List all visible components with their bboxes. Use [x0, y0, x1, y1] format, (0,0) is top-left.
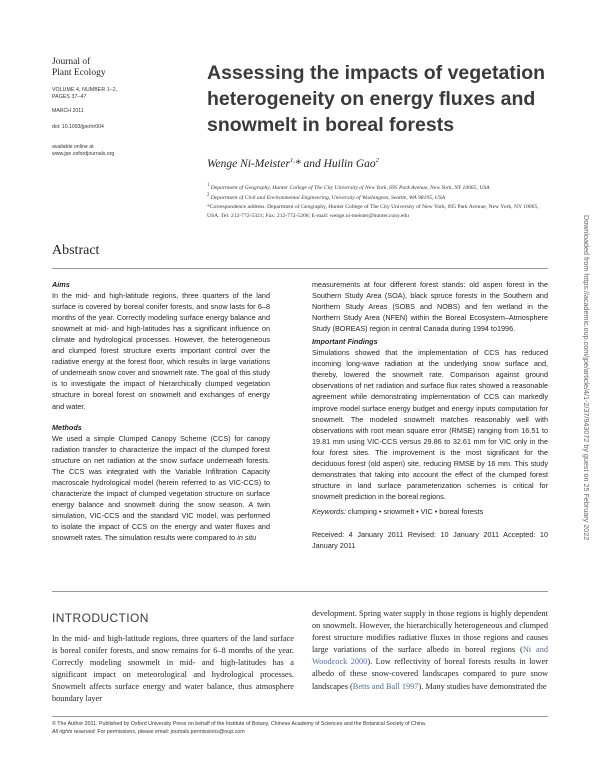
affiliation-1 — [207, 182, 552, 192]
author-2-affil: 2 — [375, 157, 379, 164]
introduction-heading: INTRODUCTION — [52, 611, 149, 625]
copyright-line: © The Author 2011. Published by Oxford University Press on behalf of the Institute of Botany, Chinese Academy of Sciences and the Botanical Society of China. — [52, 721, 427, 727]
methods-label: Methods — [52, 422, 82, 432]
footer-rule — [52, 716, 548, 717]
keywords-list: clumping • snowmelt • VIC • boreal forests — [347, 506, 484, 516]
article-title: Assessing the impacts of vegetation heterogeneity on energy fluxes and snowmelt in boreal forests — [207, 62, 546, 136]
intro-right-b: ). Low reflectivity of boreal forests results in lower albedo of these snow-covered landscapes compared to pure snow landscapes ( — [312, 657, 548, 691]
methods-text-a: We used a simple Clumped Canopy Scheme (CCS) for canopy radiation transfer to characterize the impact of the clumped forest structure on net radiation at the snow surface underneath forests. The CCS was integrated with the Variable Infiltration Capacity macroscale hydrological model (herein referred to as VIC-CCS) to characterize the impact of clumped vegetation structure on surface energy balance and snowmelt during the snow season. A twin simulation, VIC-CCS and the standard VIC model, was performed to isolate the impact of CCS on the energy and water fluxes and snowmelt rates. The simulation results were compared to — [52, 433, 270, 543]
online-label: available online at — [52, 144, 94, 150]
copyright-footer — [52, 720, 548, 736]
findings-label: Important Findings — [312, 337, 378, 347]
affiliation-2 — [207, 192, 552, 202]
citation-ni-woodcock[interactable]: Ni and Woodcock 2000 — [312, 645, 548, 667]
journal-url[interactable]: www.jpe.oxfordjournals.org — [52, 151, 115, 157]
journal-name-line2: Plant Ecology — [52, 68, 106, 78]
affiliation-2-text: Department of Civil and Environmental Engineering, University of Washington, Seattle, WA 98195, USA — [210, 195, 446, 202]
abstract-bottom-rule — [52, 591, 548, 592]
intro-right-a: development. Spring water supply in those regions is highly dependent on snowmelt. However, the hierarchically heterogeneous and clumped forest structure modifies radiative fluxes in those regions and causes large variations of the surface albedo in boreal regions ( — [312, 609, 548, 655]
journal-info — [52, 57, 172, 158]
correspondence: *Correspondence address. Department of Geography, Hunter College of The City University of New York, 695 Park Avenue, New York, NY 10065, USA. Tel: 212-772-5321; Fax: 212-772-5268; E-mail: wenge.ni-meister@hunter.cuny.edu — [207, 203, 539, 219]
introduction-left-text: In the mid- and high-latitude regions, three quarters of the land surface is boreal conifer forests, and snow remains for 6–8 months of the year. Correctly modeling snowmelt in mid- and high-latitudes has a significant impact on meteorological and hydrological processes. Snowmelt affects surface energy and water balance, thus atmosphere boundary layer — [52, 634, 294, 704]
findings-text: Simulations showed that the implementation of CCS has reduced incoming long-wave radiation at the underlying snow surface and, thereby, lowered the snowmelt rate. Comparison against ground observations of net radiation and surface flux rates showed a reasonable agreement while demonstrating implementation of CCS can markedly improve model surface energy budget and energy inputs computation for snowmelt. The modeled snowmelt matches reasonably well with observations with root mean square error (RMSE) ranging from 16.51 to 19.81 mm using VIC-CCS versus 29.86 to 32.61 mm for VIC only in the four forest sites. The improvement is the most significant for the deciduous forest (old aspen) site, reducing RMSE by 16 mm. This study demonstrates that taking into account the effect of the clumped forest structure in land surface parameterization schemes is critical for snowmelt prediction in the boreal regions. — [312, 348, 548, 501]
affiliation-1-text: Department of Geography, Hunter College of The City University of New York, 695 Park Avenue, New York, NY 10065, USA — [210, 184, 490, 191]
download-stamp — [581, 215, 593, 550]
permissions-line — [52, 728, 548, 736]
journal-volume-info — [52, 87, 172, 101]
methods-text-b: measurements at four different forest stands: old aspen forest in the Southern Study Area (SOA), black spruce forests in the Southern and Northern Study Areas (SOBS and NOBS) and fen wetland in the Northern Study Area (NFEN) within the Boreal Ecosystem–Atmosphere Study (BOREAS) region in central Canada during 1994 to1996. — [312, 280, 548, 334]
author-2: Huilin Gao — [323, 157, 376, 170]
journal-online — [52, 144, 172, 158]
journal-date: MARCH 2011 — [52, 108, 84, 114]
rights-reserved: All rights reserved. — [52, 729, 96, 735]
journal-doi: doi: 10.1093/jpe/rtr004 — [52, 124, 104, 130]
methods-text — [52, 433, 270, 543]
author-1-star: * — [294, 157, 301, 170]
abstract-left-column — [52, 279, 270, 545]
keywords-label: Keywords: — [312, 506, 346, 516]
intro-right-c: ). Many studies have demonstrated the — [418, 681, 547, 691]
introduction-right-text — [312, 608, 548, 693]
citation-betts-ball[interactable]: Betts and Ball 1997 — [352, 681, 419, 691]
aims-label: Aims — [52, 280, 70, 289]
download-stamp-text: Downloaded from https://academic.oup.com/jpe/article/4/1-2/37/943072 by guest on 25 February 2022 — [582, 215, 591, 541]
affiliation-2-sup: 2 — [207, 193, 210, 199]
author-1-affil: 1, — [289, 157, 295, 164]
aims-text: In the mid- and high-latitude regions, three quarters of the land surface is covered by boreal conifer forests, and snow lasts for 6–8 months of the year. Correctly modeling surface energy balance and snowmelt at mid- and high-latitudes has a significant influence on climate and hydrological processes. However, the heterogeneous and clumped forest structure exerts important control over the radiative energy at the forest floor, which results in large variations of underneath snow cover and snowmelt rate. The goal of this study is to investigate the impact of hierarchically clumped vegetation structure in boreal forest on snowmelt and exchanges of energy and water. — [52, 291, 270, 411]
permissions-text: For permissions, please email: journals.permissions@oup.com — [95, 729, 245, 735]
keywords — [312, 506, 548, 517]
authors — [207, 157, 379, 170]
methods-insitu: in situ — [237, 533, 257, 543]
journal-name-line1: Journal of — [52, 57, 91, 67]
journal-volume: VOLUME 4, NUMBER 1–2, — [52, 87, 118, 93]
abstract-top-rule — [52, 268, 548, 269]
affiliation-1-sup: 1 — [207, 183, 210, 188]
journal-pages: PAGES 37–47 — [52, 94, 87, 100]
abstract-right-column — [312, 279, 548, 551]
authors-and: and — [303, 157, 321, 170]
abstract-heading: Abstract — [52, 243, 100, 258]
affiliations — [207, 182, 552, 220]
author-1: Wenge Ni-Meister — [207, 157, 290, 170]
journal-name — [52, 57, 172, 79]
article-dates: Received: 4 January 2011 Revised: 10 January 2011 Accepted: 10 January 2011 — [312, 529, 548, 550]
